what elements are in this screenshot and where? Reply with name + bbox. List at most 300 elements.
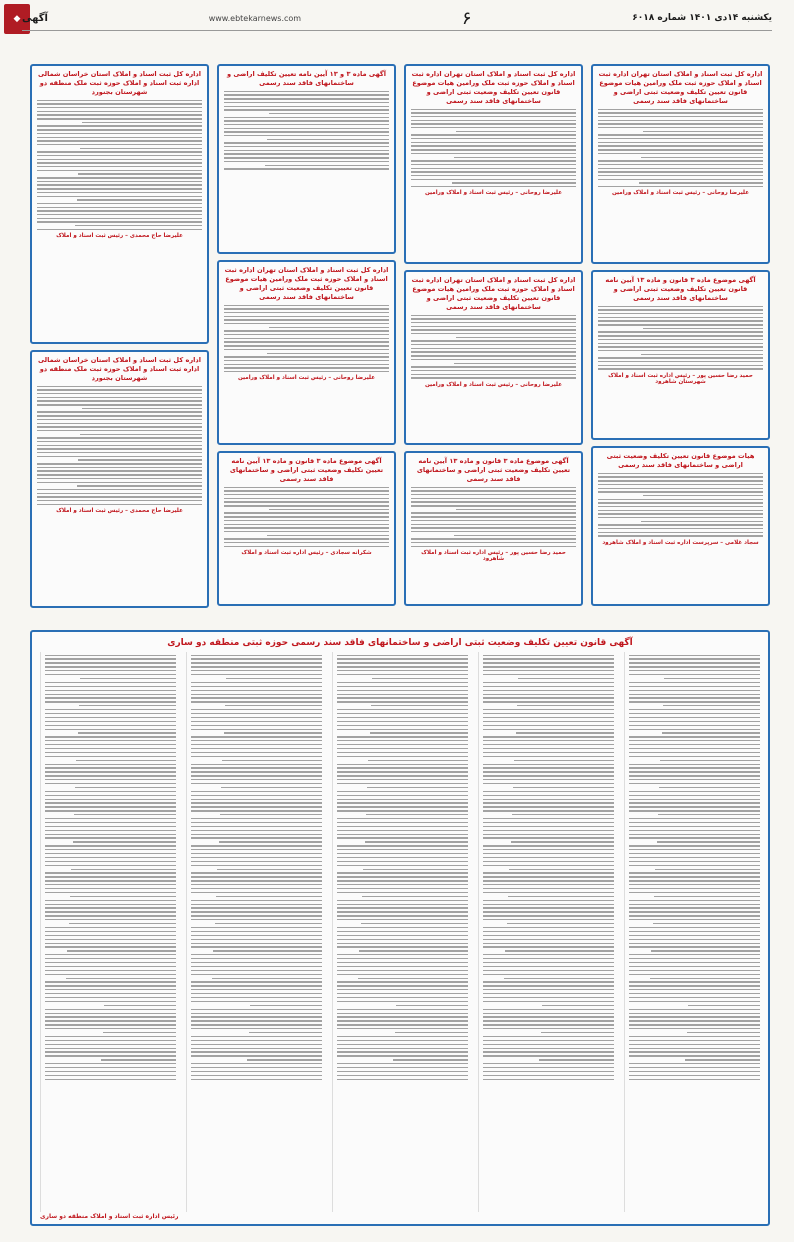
text-line: [629, 884, 760, 885]
text-line: [191, 662, 322, 663]
text-line: [629, 946, 760, 947]
text-line: [598, 153, 763, 154]
text-line: [337, 791, 468, 792]
text-line: [641, 354, 763, 355]
text-line: [37, 177, 202, 178]
text-line: [598, 491, 763, 492]
text-line: [76, 760, 176, 761]
text-line: [226, 678, 322, 679]
text-line: [224, 106, 389, 107]
text-line: [629, 1013, 760, 1014]
text-line: [454, 535, 576, 536]
text-line: [212, 978, 322, 979]
text-line: [337, 834, 468, 835]
text-line: [191, 767, 322, 768]
text-line: [483, 966, 614, 967]
text-line: [37, 144, 202, 145]
text-line: [191, 1009, 322, 1010]
section-title: آگهی: [22, 12, 48, 24]
text-line: [483, 826, 614, 827]
text-line: [629, 690, 760, 691]
text-line: [629, 989, 760, 990]
text-line: [411, 366, 576, 367]
text-line: [337, 993, 468, 994]
text-line: [483, 682, 614, 683]
text-line: [598, 339, 763, 340]
text-line: [598, 186, 763, 187]
text-line: [629, 658, 760, 659]
text-line: [629, 767, 760, 768]
text-line: [483, 694, 614, 695]
text-line: [80, 434, 202, 435]
text-line: [483, 655, 614, 656]
text-line: [191, 783, 322, 784]
text-line: [45, 943, 176, 944]
text-line: [191, 1075, 322, 1076]
text-line: [37, 159, 202, 160]
text-line: [191, 818, 322, 819]
text-line: [483, 1013, 614, 1014]
text-line: [215, 923, 322, 924]
text-line: [411, 516, 576, 517]
text-line: [629, 837, 760, 838]
text-line: [73, 841, 176, 842]
ad-body: [411, 315, 576, 379]
text-line: [629, 911, 760, 912]
text-line: [337, 799, 468, 800]
text-line: [224, 323, 389, 324]
text-line: [71, 869, 176, 870]
text-line: [411, 494, 576, 495]
text-line: [411, 134, 576, 135]
text-line: [483, 783, 614, 784]
text-line: [37, 192, 202, 193]
text-line: [629, 791, 760, 792]
text-line: [598, 309, 763, 310]
text-line: [45, 935, 176, 936]
text-line: [337, 1067, 468, 1068]
text-line: [337, 662, 468, 663]
text-line: [45, 713, 176, 714]
text-line: [513, 787, 614, 788]
text-line: [598, 127, 763, 128]
text-line: [629, 775, 760, 776]
text-line: [483, 764, 614, 765]
text-line: [337, 767, 468, 768]
text-line: [629, 1071, 760, 1072]
text-line: [629, 802, 760, 803]
text-line: [483, 849, 614, 850]
text-line: [629, 752, 760, 753]
ads-column-3: [217, 64, 396, 612]
text-line: [37, 419, 202, 420]
text-line: [598, 368, 763, 369]
text-line: [483, 954, 614, 955]
text-line: [37, 411, 202, 412]
text-line: [629, 849, 760, 850]
text-line: [37, 430, 202, 431]
text-line: [643, 328, 763, 329]
text-line: [337, 1024, 468, 1025]
text-line: [483, 837, 614, 838]
text-line: [641, 521, 763, 522]
text-line: [45, 993, 176, 994]
text-line: [191, 1071, 322, 1072]
text-line: [224, 102, 389, 103]
text-line: [598, 109, 763, 110]
text-line: [629, 865, 760, 866]
text-line: [629, 701, 760, 702]
text-line: [219, 841, 322, 842]
text-line: [659, 787, 760, 788]
text-line: [629, 888, 760, 889]
text-line: [337, 740, 468, 741]
text-line: [77, 199, 202, 200]
text-line: [191, 962, 322, 963]
text-line: [66, 978, 176, 979]
text-line: [191, 721, 322, 722]
text-line: [629, 943, 760, 944]
text-line: [45, 997, 176, 998]
text-line: [45, 970, 176, 971]
text-line: [45, 857, 176, 858]
text-line: [660, 760, 760, 761]
text-line: [687, 1032, 760, 1033]
text-line: [483, 997, 614, 998]
text-line: [337, 845, 468, 846]
text-line: [191, 904, 322, 905]
text-line: [45, 756, 176, 757]
text-line: [629, 717, 760, 718]
text-line: [191, 993, 322, 994]
text-line: [224, 124, 389, 125]
text-line: [191, 880, 322, 881]
text-line: [685, 1059, 760, 1060]
text-line: [37, 400, 202, 401]
text-line: [629, 981, 760, 982]
text-line: [37, 452, 202, 453]
text-line: [191, 1040, 322, 1041]
text-line: [220, 814, 322, 815]
text-line: [411, 340, 576, 341]
text-line: [45, 806, 176, 807]
text-line: [337, 682, 468, 683]
text-line: [222, 760, 322, 761]
text-line: [337, 775, 468, 776]
text-line: [45, 682, 176, 683]
text-line: [45, 694, 176, 695]
text-line: [337, 756, 468, 757]
text-line: [511, 841, 614, 842]
text-line: [82, 122, 202, 123]
text-line: [366, 814, 468, 815]
text-line: [629, 857, 760, 858]
text-line: [337, 655, 468, 656]
text-line: [483, 993, 614, 994]
text-line: [337, 806, 468, 807]
text-line: [45, 954, 176, 955]
text-line: [337, 919, 468, 920]
text-line: [37, 207, 202, 208]
text-line: [629, 958, 760, 959]
text-line: [483, 795, 614, 796]
text-line: [483, 1009, 614, 1010]
text-line: [504, 978, 614, 979]
text-line: [191, 849, 322, 850]
text-line: [337, 822, 468, 823]
text-line: [629, 748, 760, 749]
text-line: [629, 985, 760, 986]
text-line: [265, 165, 389, 166]
text-line: [45, 1009, 176, 1010]
text-line: [37, 404, 202, 405]
text-line: [629, 779, 760, 780]
text-line: [82, 408, 202, 409]
text-line: [37, 107, 202, 108]
text-line: [337, 1036, 468, 1037]
text-line: [598, 513, 763, 514]
text-line: [224, 319, 389, 320]
text-line: [45, 795, 176, 796]
text-line: [411, 374, 576, 375]
text-line: [358, 978, 468, 979]
ad-body: [37, 100, 202, 230]
ad-body: [224, 487, 389, 547]
text-line: [224, 120, 389, 121]
text-line: [37, 137, 202, 138]
text-line: [267, 353, 389, 354]
text-line: [224, 330, 389, 331]
text-line: [411, 175, 576, 176]
text-line: [598, 476, 763, 477]
text-line: [216, 896, 322, 897]
text-line: [45, 666, 176, 667]
text-line: [629, 1040, 760, 1041]
text-line: [629, 694, 760, 695]
text-line: [483, 845, 614, 846]
text-line: [411, 359, 576, 360]
text-line: [224, 512, 389, 513]
text-line: [629, 764, 760, 765]
text-line: [191, 931, 322, 932]
large-ad-box: [30, 630, 770, 1226]
text-line: [224, 732, 322, 733]
text-line: [37, 118, 202, 119]
text-line: [45, 985, 176, 986]
text-line: [191, 686, 322, 687]
text-line: [337, 837, 468, 838]
ad-title: اداره کل ثبت اسناد و املاک استان خراسان شمالی اداره ثبت اسناد و املاک حوزه ثبت ملک منطقه دو شهرستان بجنورد: [37, 70, 202, 96]
text-line: [267, 535, 389, 536]
text-line: [45, 662, 176, 663]
text-line: [598, 306, 763, 307]
text-line: [483, 658, 614, 659]
text-line: [337, 748, 468, 749]
text-line: [224, 109, 389, 110]
text-line: [483, 872, 614, 873]
text-line: [629, 830, 760, 831]
text-line: [483, 1040, 614, 1041]
ad-box: [217, 260, 396, 445]
text-line: [483, 946, 614, 947]
text-line: [411, 318, 576, 319]
text-line: [598, 473, 763, 474]
text-line: [37, 448, 202, 449]
text-line: [191, 989, 322, 990]
text-line: [456, 337, 576, 338]
text-line: [411, 160, 576, 161]
text-line: [70, 896, 176, 897]
text-line: [37, 162, 202, 163]
text-line: [411, 127, 576, 128]
text-line: [411, 348, 576, 349]
text-line: [629, 993, 760, 994]
text-line: [191, 1044, 322, 1045]
text-line: [45, 974, 176, 975]
text-line: [629, 1067, 760, 1068]
text-line: [629, 686, 760, 687]
text-line: [224, 157, 389, 158]
text-line: [45, 802, 176, 803]
text-line: [103, 1032, 176, 1033]
text-line: [411, 524, 576, 525]
text-line: [483, 697, 614, 698]
text-line: [359, 950, 468, 951]
text-line: [483, 806, 614, 807]
text-line: [629, 907, 760, 908]
text-line: [269, 113, 389, 114]
text-line: [191, 997, 322, 998]
text-line: [191, 830, 322, 831]
text-line: [411, 329, 576, 330]
text-line: [655, 869, 760, 870]
ads-column-2: [404, 64, 583, 612]
text-line: [598, 317, 763, 318]
text-line: [37, 125, 202, 126]
text-line: [45, 872, 176, 873]
text-line: [45, 1071, 176, 1072]
text-line: [45, 1016, 176, 1017]
text-line: [629, 853, 760, 854]
text-line: [629, 736, 760, 737]
text-line: [191, 888, 322, 889]
text-line: [191, 802, 322, 803]
text-line: [337, 736, 468, 737]
text-line: [629, 826, 760, 827]
text-line: [629, 655, 760, 656]
text-line: [224, 494, 389, 495]
text-line: [483, 1079, 614, 1080]
text-line: [191, 966, 322, 967]
text-line: [45, 697, 176, 698]
text-line: [45, 958, 176, 959]
text-line: [37, 496, 202, 497]
website-url[interactable]: www.ebtekarnews.com: [208, 13, 302, 23]
text-line: [337, 1075, 468, 1076]
text-line: [629, 1044, 760, 1045]
ad-box: [591, 270, 770, 440]
text-line: [337, 954, 468, 955]
text-line: [191, 1063, 322, 1064]
text-line: [45, 1036, 176, 1037]
text-line: [37, 133, 202, 134]
text-line: [337, 861, 468, 862]
text-line: [337, 970, 468, 971]
text-line: [411, 505, 576, 506]
text-line: [250, 1005, 322, 1006]
text-line: [629, 927, 760, 928]
text-line: [411, 498, 576, 499]
text-line: [367, 787, 468, 788]
ad-signature: علیرضا حاج محمدی – رئیس ثبت اسناد و املاک: [56, 233, 183, 240]
text-line: [337, 962, 468, 963]
text-line: [45, 904, 176, 905]
text-line: [598, 123, 763, 124]
text-line: [191, 701, 322, 702]
text-line: [483, 771, 614, 772]
text-line: [79, 705, 176, 706]
text-line: [653, 923, 760, 924]
text-line: [512, 814, 614, 815]
text-line: [411, 520, 576, 521]
text-line: [45, 655, 176, 656]
text-line: [337, 1079, 468, 1080]
text-line: [191, 713, 322, 714]
text-line: [45, 927, 176, 928]
text-line: [483, 818, 614, 819]
text-line: [370, 732, 468, 733]
text-line: [483, 981, 614, 982]
text-line: [45, 907, 176, 908]
text-line: [45, 690, 176, 691]
text-line: [483, 939, 614, 940]
text-line: [629, 1009, 760, 1010]
text-line: [191, 939, 322, 940]
text-line: [598, 112, 763, 113]
text-line: [598, 138, 763, 139]
text-line: [629, 915, 760, 916]
text-line: [45, 826, 176, 827]
ad-title: هیات موضوع قانون تعیین تکلیف وضعیت ثبتی اراضی و ساختمانهای فاقد سند رسمی: [606, 452, 755, 469]
large-ad-column: [478, 652, 614, 1212]
text-line: [641, 157, 763, 158]
text-line: [45, 861, 176, 862]
text-line: [78, 732, 176, 733]
text-line: [629, 725, 760, 726]
text-line: [45, 1044, 176, 1045]
text-line: [191, 682, 322, 683]
text-line: [337, 795, 468, 796]
text-line: [191, 826, 322, 827]
text-line: [483, 931, 614, 932]
text-line: [337, 1001, 468, 1002]
text-line: [411, 164, 576, 165]
text-line: [337, 717, 468, 718]
text-line: [411, 512, 576, 513]
ad-box: [404, 64, 583, 264]
text-line: [483, 767, 614, 768]
text-line: [598, 320, 763, 321]
text-line: [629, 845, 760, 846]
text-line: [191, 857, 322, 858]
text-line: [629, 783, 760, 784]
text-line: [191, 1001, 322, 1002]
text-line: [191, 694, 322, 695]
text-line: [483, 752, 614, 753]
text-line: [337, 943, 468, 944]
text-line: [37, 389, 202, 390]
text-line: [37, 397, 202, 398]
